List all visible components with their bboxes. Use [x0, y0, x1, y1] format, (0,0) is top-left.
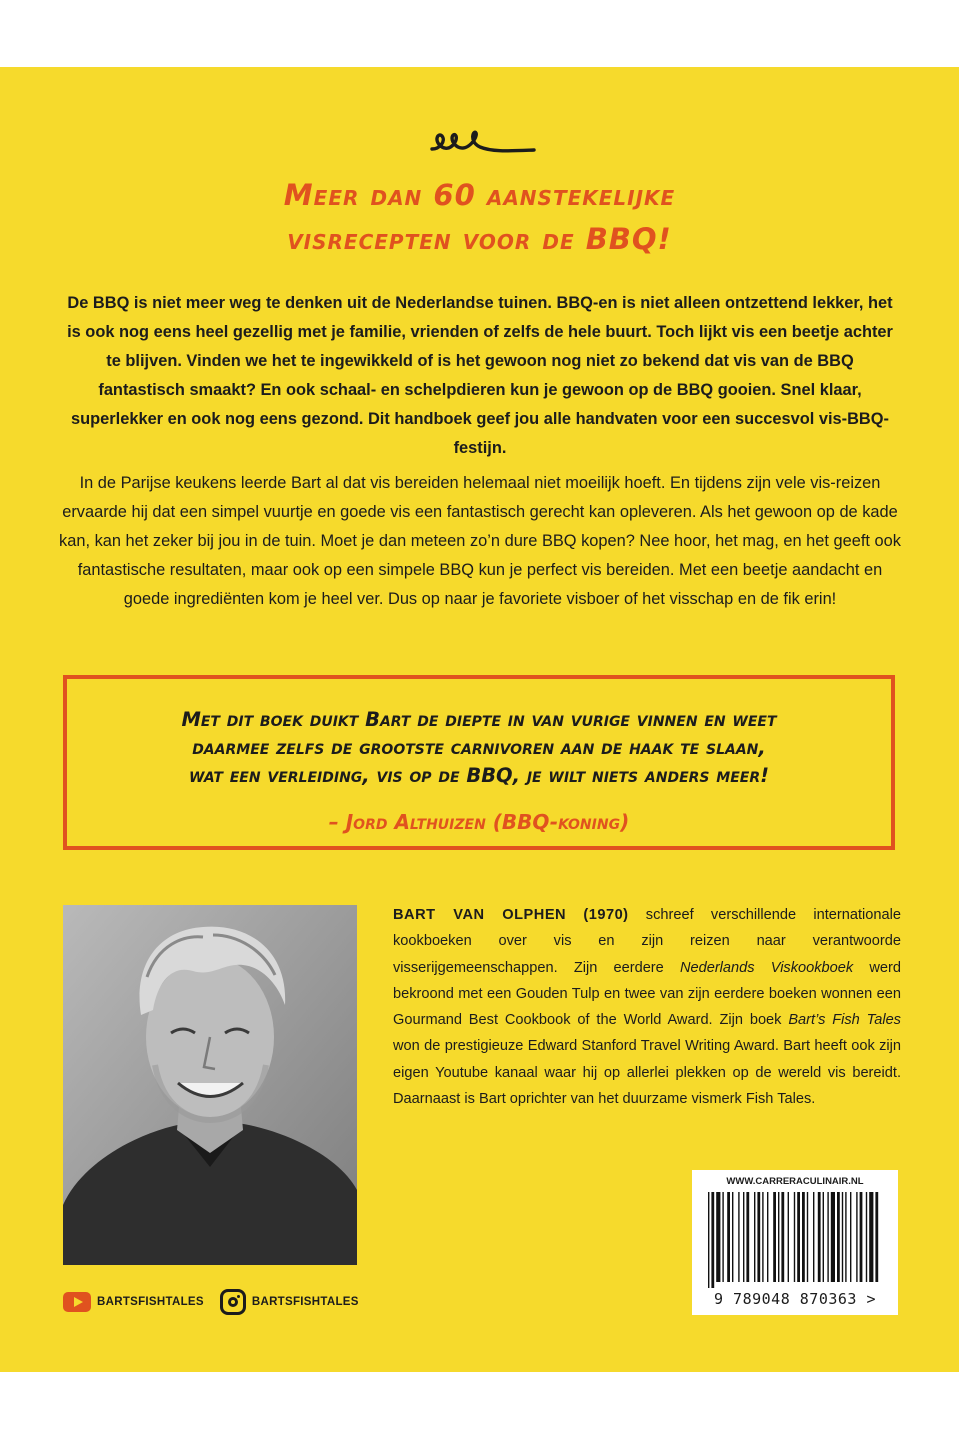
author-portrait-icon [63, 905, 357, 1265]
quote-line-2: daarmee zelfs de grootste carnivoren aan de haak te slaan, [192, 736, 766, 759]
youtube-handle: BARTSFISHTALES [97, 1296, 204, 1308]
youtube-icon [63, 1292, 91, 1312]
testimonial-attribution: – Jord Althuizen (BBQ-koning) [328, 810, 630, 834]
book-back-cover [0, 67, 959, 1372]
social-links [63, 1287, 375, 1317]
book-title-2: Bart’s Fish Tales [788, 1012, 901, 1029]
youtube-link[interactable] [63, 1292, 204, 1312]
squiggle-ornament-icon [428, 127, 538, 157]
barcode-icon [706, 1192, 884, 1288]
intro-bold-paragraph: De BBQ is niet meer weg te denken uit de Nederlandse tuinen. BBQ-en is niet alleen ontzettend lekker, het is ook nog eens heel gezellig met je familie, vrienden of zelfs de hele buurt. Toch lijkt vis een beetje achter te blijven. Vinden we het te ingewikkeld of is het gewoon nog niet zo bekend dat vis van de BBQ fantastisch smaakt? En ook schaal- en schelpdieren kun je gewoon op de BBQ gooien. Snel klaar, superlekker en ook nog eens gezond. Dit handboek geef jou alle handvaten voor een succesvol vis-BBQ-festijn. [67, 294, 893, 457]
author-year: (1970) [583, 907, 629, 923]
testimonial-quote [67, 706, 891, 790]
isbn-number: 9 789048 870363 > [713, 1290, 877, 1308]
publisher-url: WWW.CARRERACULINAIR.NL [726, 1176, 864, 1187]
author-photo [63, 905, 357, 1265]
testimonial-box [63, 675, 895, 850]
book-title-1: Nederlands Viskookboek [679, 959, 854, 976]
bio-text-2: werd bekroond met een Gouden Tulp en twee van zijn eerdere boeken wonnen een Gourmand Best Cookbook of the World Award. Zijn boek [393, 959, 901, 1029]
author-name: BART VAN OLPHEN [393, 907, 567, 923]
author-bio [393, 902, 901, 1112]
bio-text-3: won de prestigieuze Edward Stanford Travel Writing Award. Bart heeft ook zijn eigen Youtube kanaal waar hij op allerlei plekken op de wereld vis bereidt. Daarnaast is Bart oprichter van het duurzame vismerk Fish Tales. [393, 1038, 901, 1108]
headline [0, 173, 959, 261]
quote-line-3: wat een verleiding, vis op de BBQ, je wilt niets anders meer! [188, 764, 770, 787]
headline-line-2: visrecepten voor de BBQ! [287, 222, 672, 256]
instagram-icon [220, 1289, 246, 1315]
intro-regular-paragraph: In de Parijse keukens leerde Bart al dat vis bereiden helemaal niet moeilijk hoeft. En tijdens zijn vele vis-reizen ervaarde hij dat een simpel vuurtje en goede vis een fantastisch gerecht kan opleveren. Als het gewoon op de kade kan, kan het zeker bij jou in de tuin. Moet je dan meteen zo’n dure BBQ kopen? Nee hoor, het mag, en het geeft ook fantastische resultaten, maar ook op een simpele BBQ kun je perfect vis bereiden. Met een beetje aandacht en goede ingrediënten kom je heel ver. Dus op naar je favoriete visboer of het visschap en de fik erin! [59, 474, 901, 608]
bio-text-1: schreef verschillende internationale kookboeken over vis en zijn reizen naar verantwoorde visserijgemeenschappen. Zijn eerdere [393, 907, 901, 976]
headline-line-1: Meer dan 60 aanstekelijke [283, 178, 676, 212]
quote-line-1: Met dit boek duikt Bart de diepte in van vurige vinnen en weet [181, 708, 777, 731]
instagram-link[interactable] [220, 1289, 359, 1315]
barcode-panel [692, 1170, 898, 1315]
instagram-handle: BARTSFISHTALES [251, 1296, 359, 1308]
